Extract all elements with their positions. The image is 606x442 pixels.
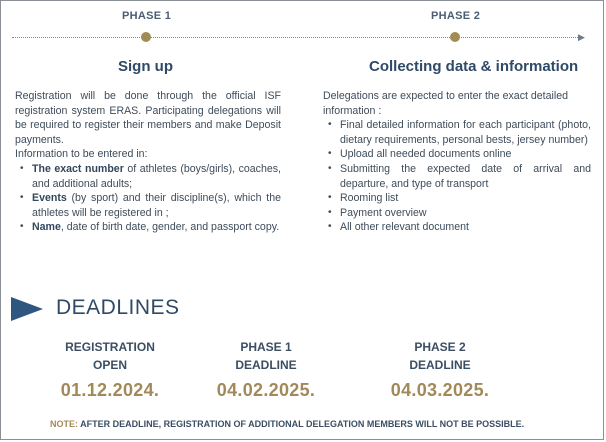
deadline-label-line1: REGISTRATION [65, 340, 155, 354]
signup-title: Sign up [118, 58, 173, 75]
deadline-date: 04.03.2025. [390, 380, 490, 400]
signup-item-bold: The exact number [32, 162, 124, 175]
deadline-phase1 [206, 338, 326, 401]
note-text: AFTER DEADLINE, REGISTRATION OF ADDITIONAL DELEGATION MEMBERS WILL NOT BE POSSIBLE. [78, 419, 525, 429]
list-item [15, 162, 281, 191]
collecting-section [323, 89, 591, 235]
signup-item-rest: , date of birth date, gender, and passport copy. [60, 221, 280, 234]
timeline-line [12, 37, 582, 38]
collecting-list [323, 118, 591, 235]
deadline-label-line1: PHASE 2 [414, 340, 466, 354]
list-item: • Final detailed information for each participant (photo, dietary requirements, personal bests, jersey number) [323, 118, 591, 147]
timeline-arrow-icon: ▶ [578, 32, 585, 42]
list-item [15, 191, 281, 220]
signup-item-bold: Name [32, 221, 61, 234]
deadline-note [50, 419, 524, 429]
signup-section [15, 89, 281, 235]
phase2-dot [450, 32, 460, 42]
signup-list [15, 162, 281, 235]
list-item [15, 220, 281, 235]
deadline-phase2 [380, 338, 500, 401]
note-tag: NOTE: [50, 419, 78, 429]
signup-item-rest: (by sport) and their discipline(s), which the athletes will be registered in ; [32, 192, 281, 219]
phase1-dot [141, 32, 151, 42]
signup-item-rest: of athletes (boys/girls), coaches, and additional adults; [32, 162, 281, 190]
signup-info-line: Information to be entered in: [15, 148, 148, 161]
list-item: • Payment overview [323, 206, 591, 221]
list-item: • All other relevant document [323, 220, 591, 235]
deadline-label-line2: DEADLINE [409, 358, 471, 372]
collecting-intro: Delegations are expected to enter the exact detailed information : [323, 90, 568, 117]
list-item: • Rooming list [323, 191, 591, 206]
phase1-label: PHASE 1 [122, 10, 172, 22]
phase2-label: PHASE 2 [431, 10, 481, 22]
deadlines-arrow-icon [11, 297, 43, 321]
list-item: • Submitting the expected date of arrival and departure, and type of transport [323, 162, 591, 191]
deadline-label-line2: OPEN [92, 358, 127, 372]
collecting-title: Collecting data & information [369, 58, 579, 75]
deadlines-heading: DEADLINES [56, 296, 180, 319]
signup-item-bold: Events [32, 192, 67, 205]
deadline-registration-open [50, 338, 170, 401]
signup-intro: Registration will be done through the official ISF registration system ERAS. Participating delegations will be required to register their members and make Deposit payments. [15, 90, 281, 146]
deadline-date: 01.12.2024. [60, 380, 160, 400]
deadline-label-line2: DEADLINE [235, 358, 297, 372]
deadline-label-line1: PHASE 1 [240, 340, 292, 354]
list-item: • Upload all needed documents online [323, 147, 591, 162]
deadline-date: 04.02.2025. [216, 380, 316, 400]
